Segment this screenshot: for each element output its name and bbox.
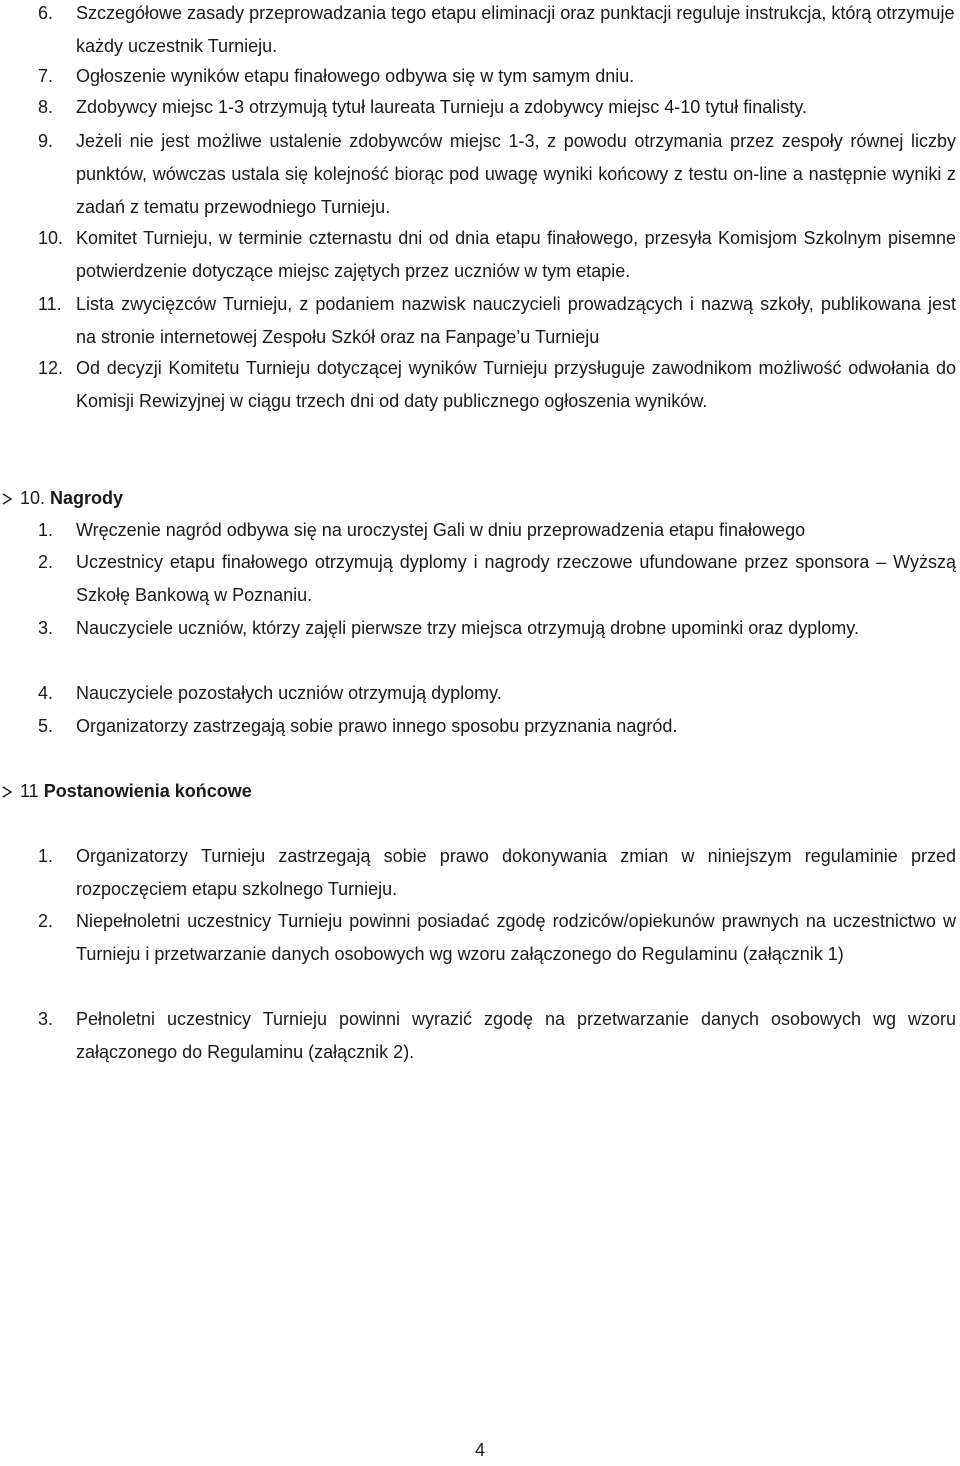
list-item xyxy=(38,125,956,224)
section-name: Nagrody xyxy=(50,488,124,508)
list-item xyxy=(38,546,956,612)
list-item-text: Uczestnicy etapu finałowego otrzymują dyplomy i nagrody rzeczowe ufundowane przez sponsora – Wyższą Szkołę Bankową w Poznaniu. xyxy=(76,552,956,605)
list-item-number: 8. xyxy=(38,97,54,117)
list-item-text: Jeżeli nie jest możliwe ustalenie zdobywców miejsc 1-3, z powodu otrzymania przez zespoły równej liczby punktów, wówczas ustala się kolejność biorąc pod uwagę wyniki końcowy z testu on-line a następnie wyniki z zadań z tematu przewodniego Turnieju. xyxy=(76,131,956,217)
list-item-number: 11. xyxy=(38,294,62,314)
list-item xyxy=(38,677,956,710)
list-item xyxy=(38,514,956,547)
list-item xyxy=(38,91,956,124)
list-item-number: 4. xyxy=(38,683,54,703)
section-name: Postanowienia końcowe xyxy=(43,781,252,801)
chevron-bullet-icon xyxy=(0,492,14,506)
list-item-number: 9. xyxy=(38,131,54,151)
chevron-bullet-icon xyxy=(0,785,14,799)
list-item xyxy=(38,288,956,354)
list-item xyxy=(38,710,956,743)
section-number: 11 xyxy=(20,781,39,801)
list-item xyxy=(38,840,956,906)
list-item-number: 3. xyxy=(38,618,54,638)
list-item-text: Niepełnoletni uczestnicy Turnieju powinni posiadać zgodę rodziców/opiekunów prawnych na uczestnictwo w Turnieju i przetwarzanie danych osobowych wg wzoru załączonego do Regulaminu (załącznik 1) xyxy=(76,911,956,964)
section-number: 10. xyxy=(20,488,46,508)
list-item-number: 1. xyxy=(38,520,54,540)
list-item-text: Lista zwycięzców Turnieju, z podaniem nazwisk nauczycieli prowadzących i nazwą szkoły, publikowana jest na stronie internetowej Zespołu Szkół oraz na Fanpage’u Turnieju xyxy=(76,294,956,347)
page-number: 4 xyxy=(474,1440,485,1460)
list-item-number: 10. xyxy=(38,228,64,248)
list-item xyxy=(38,905,956,971)
list-item xyxy=(38,1003,956,1069)
list-item xyxy=(38,222,956,288)
list-item-text: Nauczyciele uczniów, którzy zajęli pierwsze trzy miejsca otrzymują drobne upominki oraz dyplomy. xyxy=(76,618,859,638)
list-item-text: Zdobywcy miejsc 1-3 otrzymują tytuł laureata Turnieju a zdobywcy miejsc 4-10 tytuł finalisty. xyxy=(76,97,807,117)
list-item-number: 6. xyxy=(38,3,54,23)
list-item-text: Pełnoletni uczestnicy Turnieju powinni wyrazić zgodę na przetwarzanie danych osobowych wg wzoru załączonego do Regulaminu (załącznik 2). xyxy=(76,1009,956,1062)
list-item xyxy=(38,352,956,418)
list-item-text: Organizatorzy Turnieju zastrzegają sobie prawo dokonywania zmian w niniejszym regulaminie przed rozpoczęciem etapu szkolnego Turnieju. xyxy=(76,846,956,899)
list-item-number: 3. xyxy=(38,1009,54,1029)
list-item-text: Szczegółowe zasady przeprowadzania tego etapu eliminacji oraz punktacji reguluje instrukcja, którą otrzymuje każdy uczestnik Turnieju. xyxy=(76,3,955,56)
list-item-text: Ogłoszenie wyników etapu finałowego odbywa się w tym samym dniu. xyxy=(76,66,635,86)
list-item-number: 7. xyxy=(38,66,54,86)
list-item-text: Organizatorzy zastrzegają sobie prawo innego sposobu przyznania nagród. xyxy=(76,716,678,736)
list-item-text: Od decyzji Komitetu Turnieju dotyczącej wyników Turnieju przysługuje zawodnikom możliwość odwołania do Komisji Rewizyjnej w ciągu trzech dni od daty publicznego ogłoszenia wyników. xyxy=(76,358,956,411)
list-item-text: Komitet Turnieju, w terminie czternastu dni od dnia etapu finałowego, przesyła Komisjom Szkolnym pisemne potwierdzenie dotyczące miejsc zajętych przez uczniów w tym etapie. xyxy=(76,228,956,281)
list-item xyxy=(38,60,956,93)
list-item-number: 5. xyxy=(38,716,54,736)
list-item-number: 2. xyxy=(38,552,54,572)
list-item-number: 12. xyxy=(38,358,64,378)
list-item xyxy=(38,612,956,645)
list-item xyxy=(38,0,956,63)
list-item-number: 1. xyxy=(38,846,54,866)
list-item-text: Nauczyciele pozostałych uczniów otrzymują dyplomy. xyxy=(76,683,502,703)
list-item-text: Wręczenie nagród odbywa się na uroczystej Gali w dniu przeprowadzenia etapu finałowego xyxy=(76,520,806,540)
section-title xyxy=(20,775,252,808)
list-item-number: 2. xyxy=(38,911,54,931)
section-title xyxy=(20,482,123,515)
